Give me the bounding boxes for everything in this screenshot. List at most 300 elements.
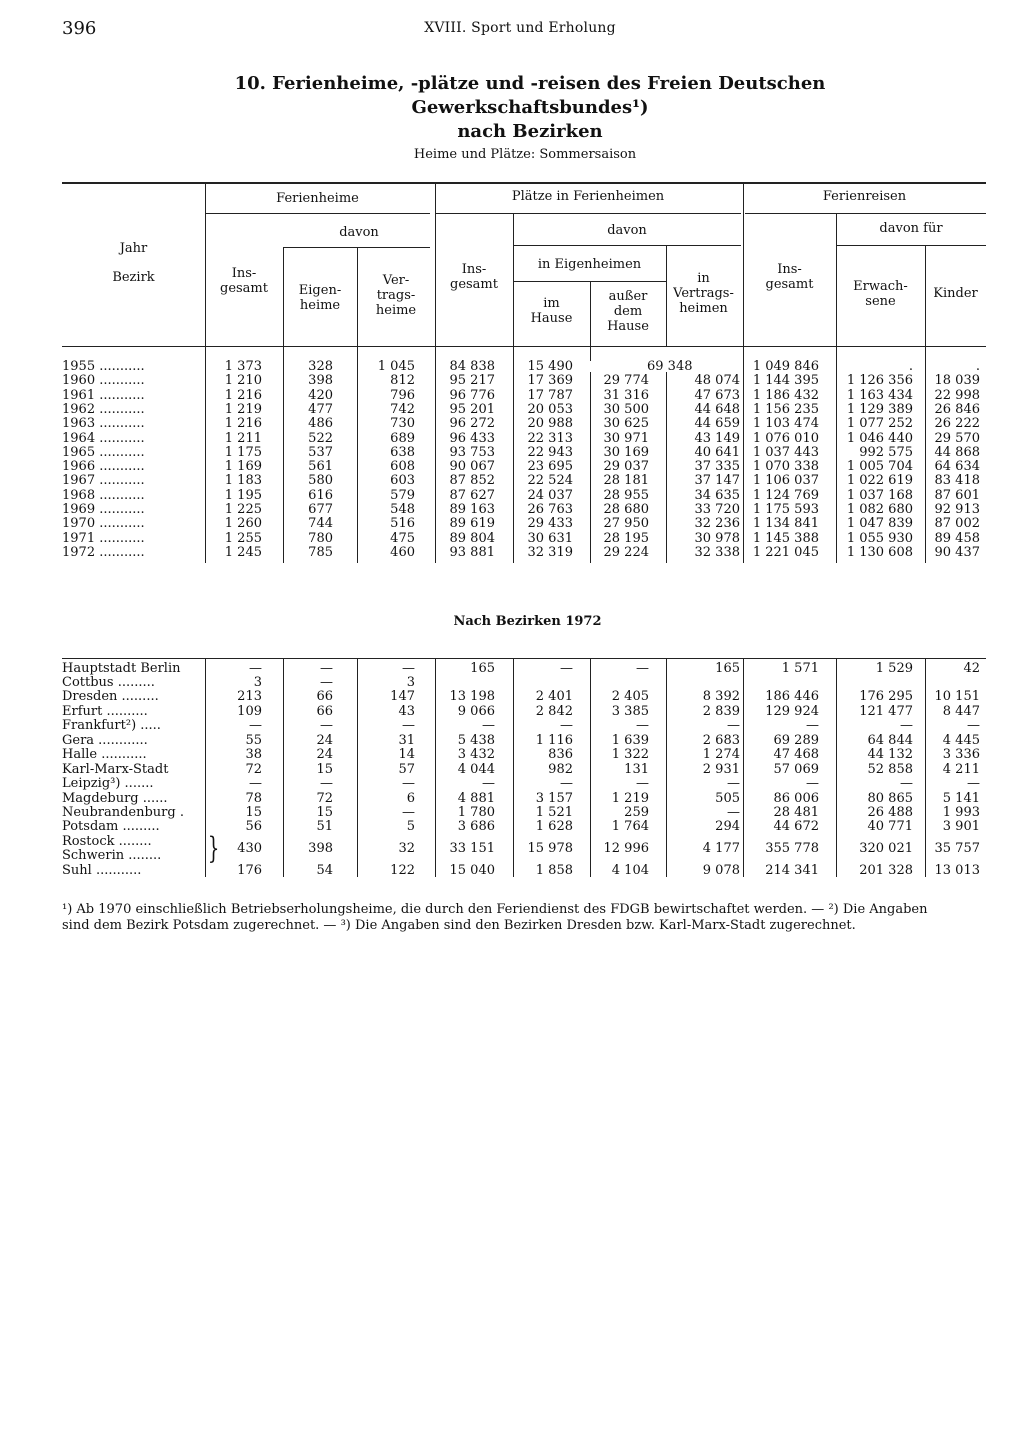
- row-label: Erfurt ..........: [62, 704, 148, 719]
- cell-erwachsene: 1 046 440: [846, 430, 913, 446]
- cell-eigenheime: 477: [308, 401, 333, 417]
- header-top-rule: [62, 182, 986, 184]
- cell-im-hause: 22 943: [527, 444, 573, 460]
- row-label: 1972 ...........: [62, 544, 145, 560]
- cell-insgesamt-heime: 1 210: [224, 373, 262, 389]
- district-row: [62, 864, 992, 878]
- page-number: 396: [62, 18, 97, 39]
- cell-vertragsheime: 6: [406, 791, 415, 806]
- cell-insgesamt-plaetze: 89 163: [449, 502, 495, 517]
- bezirke-top-rule: [62, 658, 986, 659]
- cell-insgesamt-plaetze: 96 776: [449, 387, 495, 403]
- cell-erwachsene: 80 865: [867, 791, 913, 806]
- cell-erwachsene: 1 129 389: [846, 401, 913, 417]
- district-row: [62, 763, 992, 777]
- cell-insgesamt-heime: 72: [245, 762, 262, 777]
- row-label: Potsdam .........: [62, 819, 160, 834]
- year-row: [62, 517, 992, 531]
- cell-erwachsene: 1 022 619: [846, 473, 913, 489]
- cell-im-hause: 22 524: [527, 473, 573, 489]
- brace-rostock-schwerin: }: [207, 831, 220, 866]
- row-label: Frankfurt²) .....: [62, 718, 161, 733]
- cell-insgesamt-reisen: 28 481: [773, 805, 819, 820]
- cell-kinder: 3 901: [942, 819, 980, 834]
- cell-ausser-hause: —: [636, 661, 649, 676]
- cell-insgesamt-reisen: 47 468: [773, 747, 819, 762]
- row-label: 1970 ...........: [62, 516, 145, 532]
- year-row: [62, 446, 992, 460]
- header-davon-fuer: davon für: [879, 221, 943, 236]
- cell-vertragsheime: 5: [406, 819, 415, 834]
- rule-davon-3: [836, 245, 986, 246]
- cell-eigenheime: 522: [308, 430, 333, 446]
- cell-im-hause: —: [560, 661, 573, 676]
- cell-insgesamt-reisen: 1 221 045: [752, 544, 819, 560]
- cell-insgesamt-reisen: 1 571: [781, 661, 819, 676]
- row-label: Karl-Marx-Stadt: [62, 762, 169, 777]
- cell-vertragsheimen: 32 236: [694, 516, 740, 532]
- year-row: [62, 360, 992, 374]
- cell-vertragsheime: 689: [390, 430, 415, 446]
- cell-erwachsene: 1 126 356: [846, 373, 913, 389]
- cell-insgesamt-heime: —: [249, 661, 262, 676]
- cell-vertragsheimen: 8 392: [702, 689, 740, 704]
- cell-insgesamt-reisen: 355 778: [765, 841, 819, 856]
- district-row: [62, 748, 992, 762]
- row-label: Gera ............: [62, 733, 148, 748]
- cell-erwachsene: 1 082 680: [846, 502, 913, 517]
- year-row: [62, 417, 992, 431]
- cell-im-hause: 2 401: [535, 689, 573, 704]
- cell-erwachsene: 1 055 930: [846, 530, 913, 546]
- cell-vertragsheime: 147: [390, 689, 415, 704]
- cell-vertragsheime: 796: [390, 387, 415, 403]
- cell-insgesamt-reisen: 214 341: [765, 863, 819, 878]
- cell-ausser-hause: 28 181: [603, 473, 649, 489]
- cell-im-hause: 20 988: [527, 416, 573, 432]
- cell-ausser-hause: —: [636, 718, 649, 733]
- cell-erwachsene: 1 130 608: [846, 544, 913, 560]
- cell-eigenheime: 398: [308, 373, 333, 389]
- cell-insgesamt-plaetze: 4 044: [457, 762, 495, 777]
- year-row: [62, 374, 992, 388]
- cell-vertragsheime: 638: [390, 444, 415, 460]
- cell-vertragsheime: 742: [390, 401, 415, 417]
- cell-kinder: 10 151: [934, 689, 980, 704]
- cell-vertragsheime: —: [402, 805, 415, 820]
- cell-im-hause: 29 433: [527, 516, 573, 532]
- cell-eigenheime: 677: [308, 502, 333, 517]
- cell-insgesamt-heime: 1 225: [224, 502, 262, 517]
- cell-insgesamt-plaetze: 84 838: [449, 359, 495, 374]
- cell-ausser-hause: 27 950: [603, 516, 649, 532]
- header-im-hause: im Hause: [530, 296, 573, 326]
- cell-im-hause: 2 842: [535, 704, 573, 719]
- cell-eigenheime: 66: [316, 704, 333, 719]
- cell-insgesamt-plaetze: 5 438: [457, 733, 495, 748]
- cell-vertragsheime: —: [402, 661, 415, 676]
- cell-insgesamt-plaetze: 89 804: [449, 530, 495, 546]
- year-row: [62, 389, 992, 403]
- cell-erwachsene: 26 488: [867, 805, 913, 820]
- header-vertragsheime: Ver- trags- heime: [375, 273, 417, 318]
- cell-insgesamt-reisen: 1 049 846: [752, 359, 819, 374]
- cell-insgesamt-reisen: 1 037 443: [752, 444, 819, 460]
- cell-insgesamt-heime: 56: [245, 819, 262, 834]
- cell-insgesamt-heime: 78: [245, 791, 262, 806]
- district-row: [62, 676, 992, 690]
- cell-vertragsheimen: 44 659: [694, 416, 740, 432]
- cell-vertragsheime: 548: [390, 502, 415, 517]
- cell-eigenheime: 785: [308, 544, 333, 560]
- cell-eigenheime: 24: [316, 733, 333, 748]
- cell-vertragsheimen: —: [727, 805, 740, 820]
- cell-eigenheime: 15: [316, 805, 333, 820]
- header-plaetze: Plätze in Ferienheimen: [511, 189, 665, 204]
- row-label: 1964 ...........: [62, 430, 145, 446]
- district-row: [62, 792, 992, 806]
- cell-vertragsheimen: 48 074: [694, 373, 740, 389]
- cell-erwachsene: .: [908, 359, 913, 374]
- cell-insgesamt-heime: —: [249, 776, 262, 791]
- cell-im-hause: 22 313: [527, 430, 573, 446]
- cell-insgesamt-plaetze: 93 881: [449, 544, 495, 560]
- cell-kinder: 5 141: [942, 791, 980, 806]
- cell-eigenheime: 398: [308, 841, 333, 856]
- cell-insgesamt-heime: 38: [245, 747, 262, 762]
- cell-insgesamt-reisen: 1 134 841: [752, 516, 819, 532]
- year-row: [62, 403, 992, 417]
- cell-erwachsene: 1 163 434: [846, 387, 913, 403]
- cell-eigenheime: 51: [316, 819, 333, 834]
- cell-eigenheime: 744: [308, 516, 333, 532]
- cell-ausser-hause: 30 169: [603, 444, 649, 460]
- cell-erwachsene: 40 771: [867, 819, 913, 834]
- cell-vertragsheime: 603: [390, 473, 415, 489]
- cell-insgesamt-reisen: 86 006: [773, 791, 819, 806]
- cell-insgesamt-plaetze: 87 852: [449, 473, 495, 489]
- header-ferienreisen: Ferienreisen: [822, 189, 907, 204]
- cell-insgesamt-heime: 1 183: [224, 473, 262, 489]
- rule-ferienheime: [205, 213, 430, 214]
- cell-kinder: —: [967, 718, 980, 733]
- cell-vertragsheimen: 4 177: [702, 841, 740, 856]
- cell-insgesamt-heime: 3: [253, 675, 262, 690]
- cell-kinder: 87 601: [934, 487, 980, 503]
- cell-ausser-hause: 3 385: [611, 704, 649, 719]
- cell-vertragsheime: —: [402, 718, 415, 733]
- cell-insgesamt-plaetze: —: [482, 776, 495, 791]
- cell-im-hause: 1 858: [535, 863, 573, 878]
- cell-im-hause: 1 116: [535, 733, 573, 748]
- cell-vertragsheime: —: [402, 776, 415, 791]
- cell-vertragsheime: 460: [390, 544, 415, 560]
- cell-ausser-hause: 28 680: [603, 502, 649, 517]
- cell-kinder: 42: [963, 661, 980, 676]
- cell-ausser-hause-merged: 69 348: [647, 359, 693, 374]
- cell-im-hause: 15 978: [527, 841, 573, 856]
- header-in-eigenheimen: in Eigenheimen: [537, 257, 642, 272]
- footnote-line-2: sind dem Bezirk Potsdam zugerechnet. — ³) Die Angaben sind den Bezirken Dresden bzw. Karl-Marx-Stadt zugerechnet.: [62, 918, 856, 933]
- cell-vertragsheimen: 34 635: [694, 487, 740, 503]
- cell-insgesamt-heime: 1 216: [224, 387, 262, 403]
- cell-kinder: 64 634: [934, 459, 980, 475]
- cell-insgesamt-plaetze: 9 066: [457, 704, 495, 719]
- district-row: [62, 806, 992, 820]
- cell-ausser-hause: 29 774: [603, 373, 649, 389]
- cell-ausser-hause: —: [636, 776, 649, 791]
- cell-vertragsheimen: 44 648: [694, 401, 740, 417]
- district-row: [62, 705, 992, 719]
- cell-vertragsheime: 57: [398, 762, 415, 777]
- cell-im-hause: 17 369: [527, 373, 573, 389]
- cell-im-hause: 836: [548, 747, 573, 762]
- cell-insgesamt-plaetze: 33 151: [449, 841, 495, 856]
- cell-kinder: 83 418: [934, 473, 980, 489]
- cell-vertragsheimen: 40 641: [694, 444, 740, 460]
- header-insgesamt-1: Ins- gesamt: [220, 266, 268, 296]
- row-label: Cottbus .........: [62, 675, 155, 690]
- header-eigenheime: Eigen- heime: [298, 283, 342, 313]
- cell-insgesamt-heime: 1 219: [224, 401, 262, 417]
- cell-ausser-hause: 1 639: [611, 733, 649, 748]
- cell-insgesamt-reisen: 44 672: [773, 819, 819, 834]
- cell-insgesamt-reisen: 1 076 010: [752, 430, 819, 446]
- cell-erwachsene: —: [900, 776, 913, 791]
- cell-ausser-hause: 30 500: [603, 401, 649, 417]
- cell-vertragsheime: 608: [390, 459, 415, 475]
- cell-ausser-hause: 1 764: [611, 819, 649, 834]
- cell-kinder: 4 445: [942, 733, 980, 748]
- rule-ferienreisen: [745, 213, 986, 214]
- cell-insgesamt-heime: 109: [237, 704, 262, 719]
- cell-vertragsheimen: —: [727, 718, 740, 733]
- cell-vertragsheimen: 1 274: [702, 747, 740, 762]
- footnote-line-1: ¹) Ab 1970 einschließlich Betriebserholungsheime, die durch den Feriendienst des FDGB bewirtschaftet werden. — ²) Die Angaben: [62, 902, 928, 917]
- row-label: 1971 ...........: [62, 530, 145, 546]
- cell-ausser-hause: 29 037: [603, 459, 649, 475]
- cell-ausser-hause: 28 195: [603, 530, 649, 546]
- district-row: [62, 820, 992, 834]
- cell-im-hause: 982: [548, 762, 573, 777]
- cell-erwachsene: 1 005 704: [846, 459, 913, 475]
- cell-vertragsheimen: 47 673: [694, 387, 740, 403]
- cell-vertragsheimen: 32 338: [694, 544, 740, 560]
- cell-insgesamt-plaetze: 4 881: [457, 791, 495, 806]
- cell-vertragsheime: 475: [390, 530, 415, 546]
- cell-kinder: 26 222: [934, 416, 980, 432]
- cell-kinder: 4 211: [942, 762, 980, 777]
- cell-eigenheime: —: [320, 675, 333, 690]
- rule-plaetze: [435, 213, 741, 214]
- cell-ausser-hause: 2 405: [611, 689, 649, 704]
- district-row: [62, 734, 992, 748]
- cell-im-hause: 1 628: [535, 819, 573, 834]
- row-label: 1965 ...........: [62, 444, 145, 460]
- cell-erwachsene: 201 328: [859, 863, 913, 878]
- cell-insgesamt-reisen: 1 124 769: [752, 487, 819, 503]
- cell-vertragsheimen: 33 720: [694, 502, 740, 517]
- cell-ausser-hause: 131: [624, 762, 649, 777]
- row-label: 1955 ...........: [62, 359, 145, 374]
- cell-insgesamt-plaetze: 96 272: [449, 416, 495, 432]
- cell-insgesamt-reisen: 1 186 432: [752, 387, 819, 403]
- cell-vertragsheimen: 37 335: [694, 459, 740, 475]
- cell-vertragsheimen: 2 931: [702, 762, 740, 777]
- cell-vertragsheimen: 37 147: [694, 473, 740, 489]
- cell-kinder: 35 757: [934, 841, 980, 856]
- header-bezirk: Bezirk: [112, 270, 155, 285]
- cell-erwachsene: 64 844: [867, 733, 913, 748]
- cell-eigenheime: 537: [308, 444, 333, 460]
- cell-kinder: 44 868: [934, 444, 980, 460]
- cell-im-hause: 15 490: [527, 359, 573, 374]
- cell-ausser-hause: 28 955: [603, 487, 649, 503]
- cell-insgesamt-reisen: 1 156 235: [752, 401, 819, 417]
- cell-im-hause: 24 037: [527, 487, 573, 503]
- cell-insgesamt-reisen: 186 446: [765, 689, 819, 704]
- cell-ausser-hause: 12 996: [603, 841, 649, 856]
- title-line-2: nach Bezirken: [457, 121, 603, 142]
- footnotes: [62, 902, 992, 934]
- header-insgesamt-2: Ins- gesamt: [450, 262, 498, 292]
- cell-vertragsheime: 122: [390, 863, 415, 878]
- cell-insgesamt-plaetze: 1 780: [457, 805, 495, 820]
- row-label: Leipzig³) .......: [62, 776, 154, 791]
- header-kinder: Kinder: [933, 286, 978, 301]
- header-insgesamt-3: Ins- gesamt: [765, 262, 814, 292]
- cell-insgesamt-heime: 1 260: [224, 516, 262, 532]
- cell-insgesamt-reisen: 69 289: [773, 733, 819, 748]
- year-row: [62, 460, 992, 474]
- cell-im-hause: 17 787: [527, 387, 573, 403]
- cell-ausser-hause: 31 316: [603, 387, 649, 403]
- row-label: 1961 ...........: [62, 387, 145, 403]
- cell-vertragsheime: 516: [390, 516, 415, 532]
- cell-insgesamt-heime: 430: [237, 841, 262, 856]
- year-row: [62, 503, 992, 517]
- cell-ausser-hause: 29 224: [603, 544, 649, 560]
- cell-vertragsheime: 579: [390, 487, 415, 503]
- row-label: Halle ...........: [62, 747, 147, 762]
- cell-eigenheime: 24: [316, 747, 333, 762]
- cell-vertragsheime: 32: [398, 841, 415, 856]
- cell-insgesamt-reisen: 57 069: [773, 762, 819, 777]
- cell-insgesamt-plaetze: 165: [470, 661, 495, 676]
- cell-insgesamt-heime: 213: [237, 689, 262, 704]
- cell-insgesamt-heime: 1 169: [224, 459, 262, 475]
- cell-im-hause: —: [560, 718, 573, 733]
- year-row: [62, 546, 992, 560]
- cell-im-hause: 20 053: [527, 401, 573, 417]
- row-label: 1966 ...........: [62, 459, 145, 475]
- cell-insgesamt-heime: 1 195: [224, 487, 262, 503]
- cell-eigenheime: 420: [308, 387, 333, 403]
- header-davon-1: davon: [339, 225, 379, 240]
- cell-kinder: 1 993: [942, 805, 980, 820]
- cell-insgesamt-heime: —: [249, 718, 262, 733]
- cell-eigenheime: 72: [316, 791, 333, 806]
- cell-kinder: —: [967, 776, 980, 791]
- cell-insgesamt-reisen: 1 070 338: [752, 459, 819, 475]
- cell-insgesamt-plaetze: 3 686: [457, 819, 495, 834]
- cell-insgesamt-reisen: 1 106 037: [752, 473, 819, 489]
- cell-insgesamt-heime: 1 175: [224, 444, 262, 460]
- cell-eigenheime: 15: [316, 762, 333, 777]
- cell-eigenheime: —: [320, 718, 333, 733]
- cell-erwachsene: 1 037 168: [846, 487, 913, 503]
- cell-ausser-hause: 1 219: [611, 791, 649, 806]
- cell-ausser-hause: 1 322: [611, 747, 649, 762]
- cell-eigenheime: 328: [308, 359, 333, 374]
- cell-insgesamt-reisen: —: [806, 776, 819, 791]
- section-title-bezirke: Nach Bezirken 1972: [453, 614, 602, 629]
- cell-im-hause: 23 695: [527, 459, 573, 475]
- row-label: Magdeburg ......: [62, 791, 168, 806]
- cell-im-hause: 30 631: [527, 530, 573, 546]
- table-title: [150, 72, 910, 144]
- cell-vertragsheime: 3: [406, 675, 415, 690]
- cell-ausser-hause: 4 104: [611, 863, 649, 878]
- cell-kinder: 8 447: [942, 704, 980, 719]
- district-row: [62, 719, 992, 733]
- cell-ausser-hause: 30 971: [603, 430, 649, 446]
- row-label: Hauptstadt Berlin: [62, 661, 181, 676]
- cell-insgesamt-plaetze: 13 198: [449, 689, 495, 704]
- cell-im-hause: 3 157: [535, 791, 573, 806]
- cell-insgesamt-plaetze: 15 040: [449, 863, 495, 878]
- cell-insgesamt-reisen: 1 145 388: [752, 530, 819, 546]
- cell-insgesamt-heime: 176: [237, 863, 262, 878]
- row-label: Schwerin ........: [62, 848, 162, 863]
- cell-insgesamt-reisen: 1 144 395: [752, 373, 819, 389]
- cell-erwachsene: 121 477: [859, 704, 913, 719]
- cell-kinder: 89 458: [934, 530, 980, 546]
- cell-kinder: 18 039: [934, 373, 980, 389]
- year-row: [62, 474, 992, 488]
- cell-kinder: 92 913: [934, 502, 980, 517]
- row-label: 1967 ...........: [62, 473, 145, 489]
- cell-vertragsheime: 43: [398, 704, 415, 719]
- cell-insgesamt-plaetze: 90 067: [449, 459, 495, 475]
- table-subtitle: Heime und Plätze: Sommersaison: [413, 147, 637, 162]
- cell-eigenheime: 54: [316, 863, 333, 878]
- header-jahr: Jahr: [119, 241, 148, 256]
- header-ferienheime: Ferienheime: [276, 191, 359, 206]
- cell-erwachsene: 320 021: [859, 841, 913, 856]
- header-davon-2: davon: [607, 223, 647, 238]
- cell-kinder: 22 998: [934, 387, 980, 403]
- cell-erwachsene: 52 858: [867, 762, 913, 777]
- cell-vertragsheimen: 9 078: [702, 863, 740, 878]
- cell-erwachsene: 1 047 839: [846, 516, 913, 532]
- cell-insgesamt-plaetze: 95 201: [449, 401, 495, 417]
- cell-insgesamt-plaetze: 89 619: [449, 516, 495, 532]
- cell-kinder: 13 013: [934, 863, 980, 878]
- cell-vertragsheimen: 294: [715, 819, 740, 834]
- rule-davon-2: [513, 245, 741, 246]
- cell-vertragsheimen: —: [727, 776, 740, 791]
- header-in-vertragsheimen: in Vertrags- heimen: [673, 271, 734, 316]
- district-row: [62, 690, 992, 704]
- cell-eigenheime: 780: [308, 530, 333, 546]
- cell-eigenheime: 561: [308, 459, 333, 475]
- cell-vertragsheimen: 165: [715, 661, 740, 676]
- cell-kinder: 26 846: [934, 401, 980, 417]
- cell-ausser-hause: 30 625: [603, 416, 649, 432]
- cell-insgesamt-reisen: 1 175 593: [752, 502, 819, 517]
- cell-erwachsene: —: [900, 718, 913, 733]
